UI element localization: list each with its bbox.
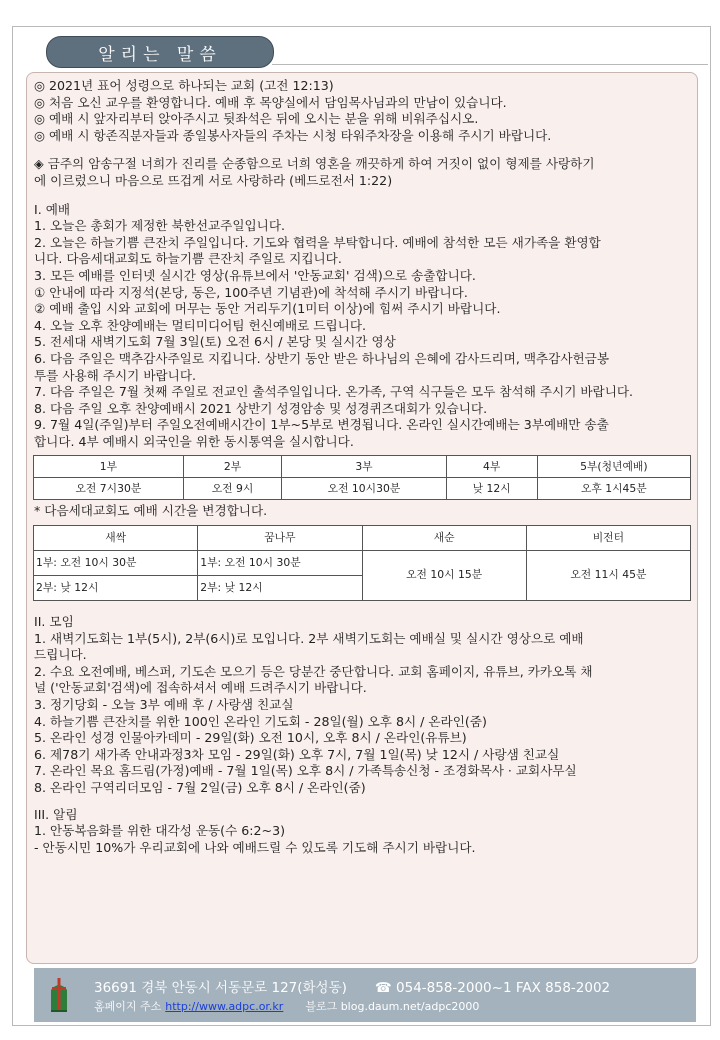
worship-line: 2. 오늘은 하늘기쁨 큰잔치 주일입니다. 기도와 협력을 부탁합니다. 예배에 참석한 모든 새가족을 환영합: [34, 234, 601, 250]
service-schedule-table: [33, 455, 691, 500]
spacer: [34, 797, 692, 807]
next-gen-schedule-table: [33, 525, 691, 601]
blog-address: 블로그 blog.daum.net/adpc2000: [305, 1000, 480, 1013]
table-cell: 오전 11시 45분: [526, 551, 690, 601]
table-cell: 1부: 오전 10시 30분: [34, 551, 198, 576]
footer-address-line: [94, 976, 610, 996]
memory-verse: [34, 156, 692, 189]
notices-section: [34, 807, 692, 857]
meeting-line: 5. 온라인 성경 인물아카데미 - 29일(화) 오전 10시, 오후 8시 / 온라인(유튜브): [34, 730, 467, 746]
worship-line: 9. 7월 4일(주일)부터 주일오전예배시간이 1부~5부로 변경됩니다. 온라인 실시간예배는 3부예배만 송출: [34, 417, 609, 433]
title-divider: [272, 64, 708, 65]
spacer: [34, 144, 692, 156]
table-header-cell: 5부(청년예배): [537, 456, 690, 478]
table-row: [34, 478, 691, 500]
table-cell: 1부: 오전 10시 30분: [198, 551, 362, 576]
section-heading: III. 알림: [34, 806, 78, 822]
table-header-cell: 비전터: [526, 526, 690, 551]
spacer: [34, 190, 692, 202]
worship-line: ① 안내에 따라 지정석(본당, 동은, 100주년 기념관)에 착석해 주시기 바랍니다.: [34, 284, 468, 300]
table-cell: 낮 12시: [446, 478, 537, 500]
intro-section: [34, 78, 692, 144]
intro-line: ◎ 예배 시 항존직분자들과 종일봉사자들의 주차는 시청 타워주차장을 이용해 주시기 바랍니다.: [34, 127, 552, 143]
church-address: 36691 경북 안동시 서동문로 127(화성동): [94, 980, 347, 996]
table-header-cell: 1부: [34, 456, 184, 478]
table-row: [34, 526, 691, 551]
worship-line: 3. 모든 예배를 인터넷 실시간 영상(유튜브에서 '안동교회' 검색)으로 송출합니다.: [34, 267, 476, 283]
next-gen-note: * 다음세대교회도 예배 시간을 변경합니다.: [34, 503, 268, 519]
table-header-cell: 꿈나무: [198, 526, 362, 551]
meeting-line: 7. 온라인 목요 홈드림(가정)예배 - 7월 1일(목) 오후 8시 / 가족특송신청 - 조경화목사 · 교회사무실: [34, 763, 577, 779]
table-header-cell: 4부: [446, 456, 537, 478]
meeting-line: 2. 수요 오전예배, 베스퍼, 기도손 모으기 등은 당분간 중단합니다. 교회 홈페이지, 유튜브, 카카오톡 채: [34, 663, 593, 679]
verse-line: 에 이르렀으니 마음으로 뜨겁게 서로 사랑하라 (베드로전서 1:22): [34, 172, 393, 188]
meeting-line: 널 ('안동교회'검색)에 접속하셔서 예배 드려주시기 바랍니다.: [34, 680, 367, 696]
table-header-cell: 3부: [282, 456, 446, 478]
intro-line: ◎ 2021년 표어 성령으로 하나되는 교회 (고전 12:13): [34, 78, 334, 93]
notice-line: - 안동시민 10%가 우리교회에 나와 예배드릴 수 있도록 기도해 주시기 바랍니다.: [34, 839, 476, 855]
worship-line: ② 예배 출입 시와 교회에 머무는 동안 거리두기(1미터 이상)에 힘써 주시기 바랍니다.: [34, 301, 501, 317]
worship-section: [34, 202, 692, 602]
intro-line: ◎ 처음 오신 교우를 환영합니다. 예배 후 목양실에서 담임목사님과의 만남이 있습니다.: [34, 94, 507, 110]
worship-line: 5. 전세대 새벽기도회 7월 3일(토) 오전 6시 / 본당 및 실시간 영상: [34, 334, 396, 350]
table-cell: 오전 10시30분: [282, 478, 446, 500]
spacer: [34, 604, 692, 614]
verse-line: ◈ 금주의 암송구절 너희가 진리를 순종함으로 너희 영혼을 깨끗하게 하여 거짓이 없이 형제를 사랑하기: [34, 156, 595, 172]
worship-line: 7. 다음 주일은 7월 첫째 주일로 전교인 출석주일입니다. 온가족, 구역 식구들은 모두 참석해 주시기 바랍니다.: [34, 384, 634, 400]
table-cell: 오전 9시: [183, 478, 282, 500]
worship-line: 니다. 다음세대교회도 하늘기쁨 큰잔치 주일로 지킵니다.: [34, 251, 342, 267]
meetings-section: [34, 614, 692, 797]
table-header-cell: 새싹: [34, 526, 198, 551]
table-cell: 2부: 낮 12시: [34, 576, 198, 601]
homepage-label: 홈페이지 주소: [94, 1000, 162, 1013]
worship-line: 6. 다음 주일은 맥추감사주일로 지킵니다. 상반기 동안 받은 하나님의 은혜에 감사드리며, 맥추감사헌금봉: [34, 350, 610, 366]
footer: [34, 968, 696, 1022]
section-heading: II. 모임: [34, 614, 74, 630]
table-cell: 2부: 낮 12시: [198, 576, 362, 601]
table-row: [34, 551, 691, 576]
table-row: [34, 456, 691, 478]
meeting-line: 4. 하늘기쁨 큰잔치를 위한 100인 온라인 기도회 - 28일(월) 오후 8시 / 온라인(줌): [34, 713, 487, 729]
worship-line: 4. 오늘 오후 찬양예배는 멀티미디어팀 헌신예배로 드립니다.: [34, 317, 367, 333]
footer-web-line: [94, 998, 479, 1014]
announcements: [34, 78, 692, 856]
intro-line: ◎ 예배 시 앞자리부터 앉아주시고 뒷좌석은 뒤에 오시는 분을 위해 비워주십시오.: [34, 111, 479, 127]
homepage-link[interactable]: http://www.adpc.or.kr: [165, 1000, 284, 1013]
table-cell: 오전 10시 15분: [362, 551, 526, 601]
church-logo-icon: [48, 976, 70, 1014]
church-phone: ☎ 054-858-2000~1 FAX 858-2002: [374, 980, 611, 996]
page-title: 알리는 말씀: [46, 36, 274, 68]
worship-line: 1. 오늘은 총회가 제정한 북한선교주일입니다.: [34, 218, 286, 234]
meeting-line: 1. 새벽기도회는 1부(5시), 2부(6시)로 모입니다. 2부 새벽기도회는 예배실 및 실시간 영상으로 예배: [34, 630, 584, 646]
worship-line: 합니다. 4부 예배시 외국인을 위한 동시통역을 실시합니다.: [34, 433, 354, 449]
notice-line: 1. 안동복음화를 위한 대각성 운동(수 6:2~3): [34, 823, 286, 839]
meeting-line: 3. 정기당회 - 오늘 3부 예배 후 / 사랑샘 친교실: [34, 697, 294, 713]
meeting-line: 8. 온라인 구역리더모임 - 7월 2일(금) 오후 8시 / 온라인(줌): [34, 780, 366, 795]
table-cell: 오전 7시30분: [34, 478, 184, 500]
worship-line: 투를 사용해 주시기 바랍니다.: [34, 367, 196, 383]
table-header-cell: 2부: [183, 456, 282, 478]
table-header-cell: 새순: [362, 526, 526, 551]
meeting-line: 드립니다.: [34, 647, 87, 663]
meeting-line: 6. 제78기 새가족 안내과정3차 모임 - 29일(화) 오후 7시, 7월 1일(목) 낮 12시 / 사랑샘 친교실: [34, 746, 560, 762]
table-cell: 오후 1시45분: [537, 478, 690, 500]
worship-line: 8. 다음 주일 오후 찬양예배시 2021 상반기 성경암송 및 성경퀴즈대회가 있습니다.: [34, 400, 488, 416]
section-heading: I. 예배: [34, 201, 71, 217]
